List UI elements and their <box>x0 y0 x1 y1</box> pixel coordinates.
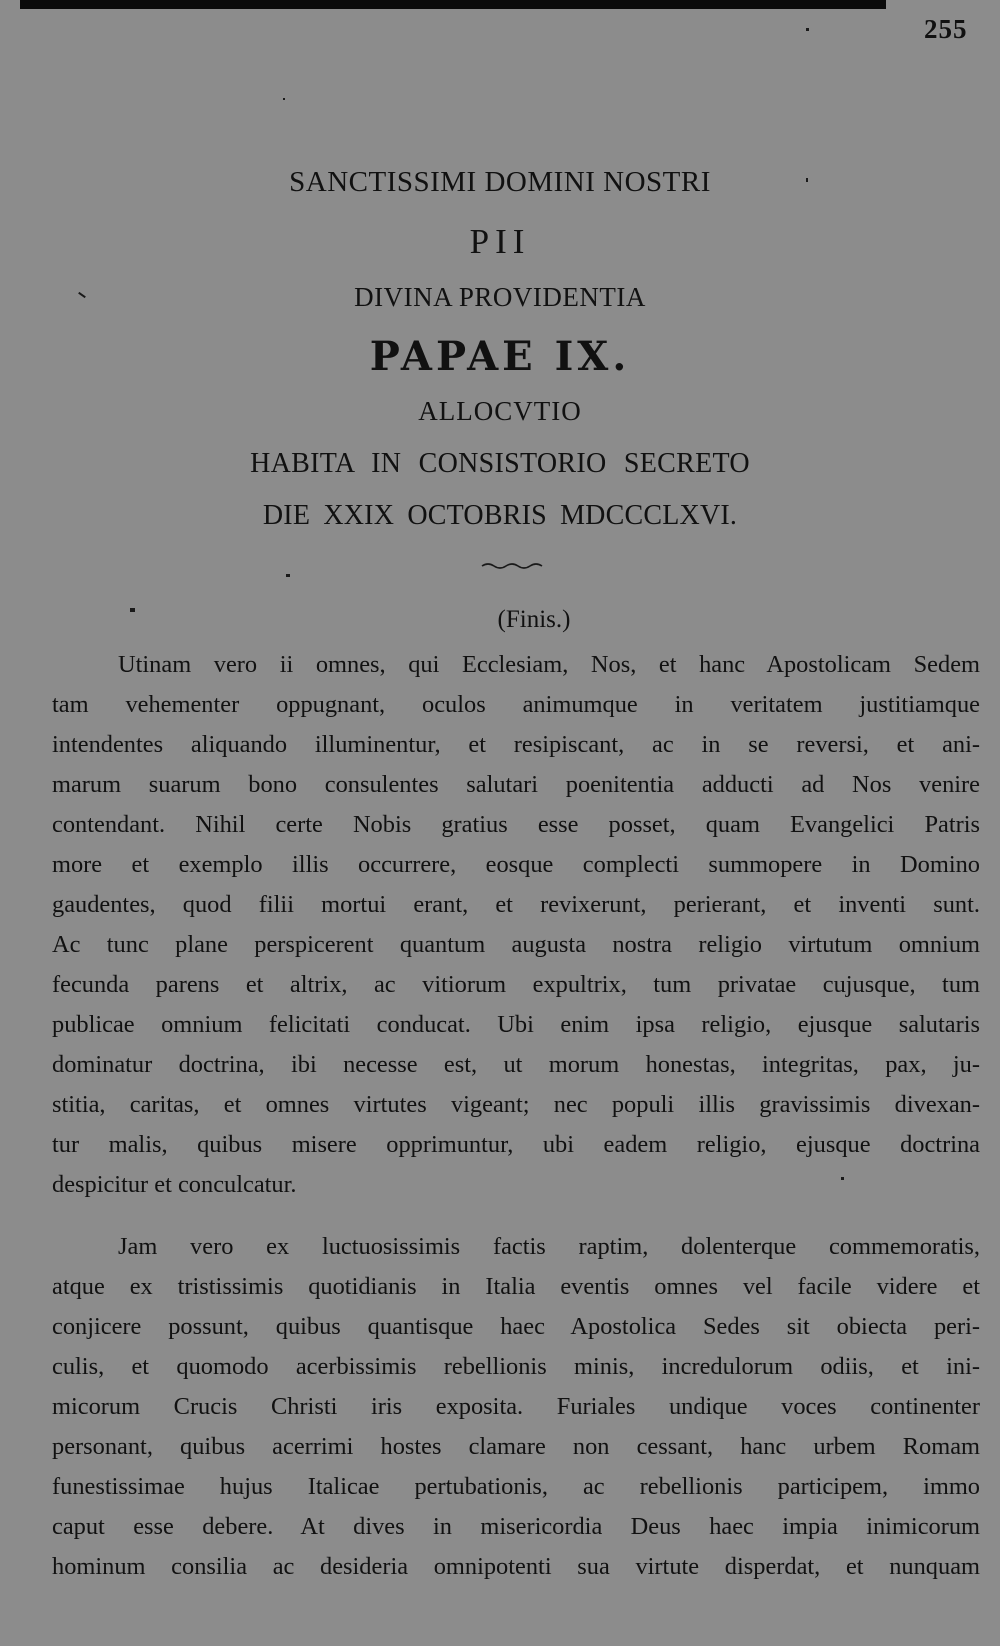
paragraph-line: caput esse debere. At dives in misericordia Deus haec impia inimicorum <box>52 1513 980 1540</box>
paragraph-line: despicitur et conculcatur. <box>52 1171 297 1198</box>
paragraph-2 <box>52 1227 980 1587</box>
heading-line-4: PAPAE IX. <box>369 333 631 380</box>
paragraph-line: stitia, caritas, et omnes virtutes vigeant; nec populi illis gravissimis divexan- <box>52 1091 980 1118</box>
paragraph-line: Ac tunc plane perspicerent quantum augusta nostra religio virtutum omnium <box>52 931 980 958</box>
paragraph-1 <box>52 645 980 1205</box>
paragraph-line: atque ex tristissimis quotidianis in Italia eventis omnes vel facile videre et <box>52 1273 980 1300</box>
speck <box>806 28 809 31</box>
ornament-divider <box>480 560 546 570</box>
paragraph-line: conjicere possunt, quibus quantisque haec Apostolica Sedes sit obiecta peri- <box>52 1313 980 1340</box>
paragraph-line: fecunda parens et altrix, ac vitiorum expultrix, tum privatae cujusque, tum <box>52 971 980 998</box>
heading-line-6: HABITA IN CONSISTORIO SECRETO <box>250 448 750 479</box>
heading-line-5: ALLOCVTIO <box>418 396 582 426</box>
paragraph-line: funestissimae hujus Italicae pertubationis, ac rebellionis participem, immo <box>52 1473 980 1500</box>
paragraph-line: micorum Crucis Christi iris exposita. Furiales undique voces continenter <box>52 1393 980 1420</box>
paragraph-line: more et exemplo illis occurrere, eosque complecti summopere in Domino <box>52 851 980 878</box>
paragraph-line: personant, quibus acerrimi hostes clamare non cessant, hanc urbem Romam <box>52 1433 980 1460</box>
paragraph-line: culis, et quomodo acerbissimis rebellionis minis, incredulorum odiis, et ini- <box>52 1353 980 1380</box>
paragraph-line: publicae omnium felicitati conducat. Ubi enim ipsa religio, ejusque salutaris <box>52 1011 980 1038</box>
paragraph-line: hominum consilia ac desideria omnipotenti sua virtute disperdat, et nunquam <box>52 1553 980 1580</box>
heading-line-7: DIE XXIX OCTOBRIS MDCCCLXVI. <box>262 500 738 531</box>
paragraph-line: intendentes aliquando illuminentur, et resipiscant, ac in se reversi, et ani- <box>52 731 980 758</box>
page-number: 255 <box>924 14 968 44</box>
finis-label: (Finis.) <box>497 606 571 633</box>
paragraph-line: Utinam vero ii omnes, qui Ecclesiam, Nos, et hanc Apostolicam Sedem <box>118 651 980 678</box>
paragraph-line: Jam vero ex luctuosissimis factis raptim, dolenterque commemoratis, <box>118 1233 980 1260</box>
heading-line-1: SANCTISSIMI DOMINI NOSTRI <box>289 166 711 198</box>
paragraph-line: contendant. Nihil certe Nobis gratius esse posset, quam Evangelici Patris <box>52 811 980 838</box>
heading-line-2: PII <box>469 222 531 261</box>
speck <box>286 574 290 577</box>
heading-line-3: DIVINA PROVIDENTIA <box>354 282 646 312</box>
top-rule <box>20 0 886 9</box>
paragraph-line: tur malis, quibus misere opprimuntur, ubi eadem religio, ejusque doctrina <box>52 1131 980 1158</box>
paragraph-line: tam vehementer oppugnant, oculos animumque in veritatem justitiamque <box>52 691 980 718</box>
paragraph-line: dominatur doctrina, ibi necesse est, ut morum honestas, integritas, pax, ju- <box>52 1051 980 1078</box>
paragraph-line: gaudentes, quod filii mortui erant, et revixerunt, perierant, et inventi sunt. <box>52 891 980 918</box>
paragraph-line: marum suarum bono consulentes salutari poenitentia adducti ad Nos venire <box>52 771 980 798</box>
speck <box>283 98 285 100</box>
